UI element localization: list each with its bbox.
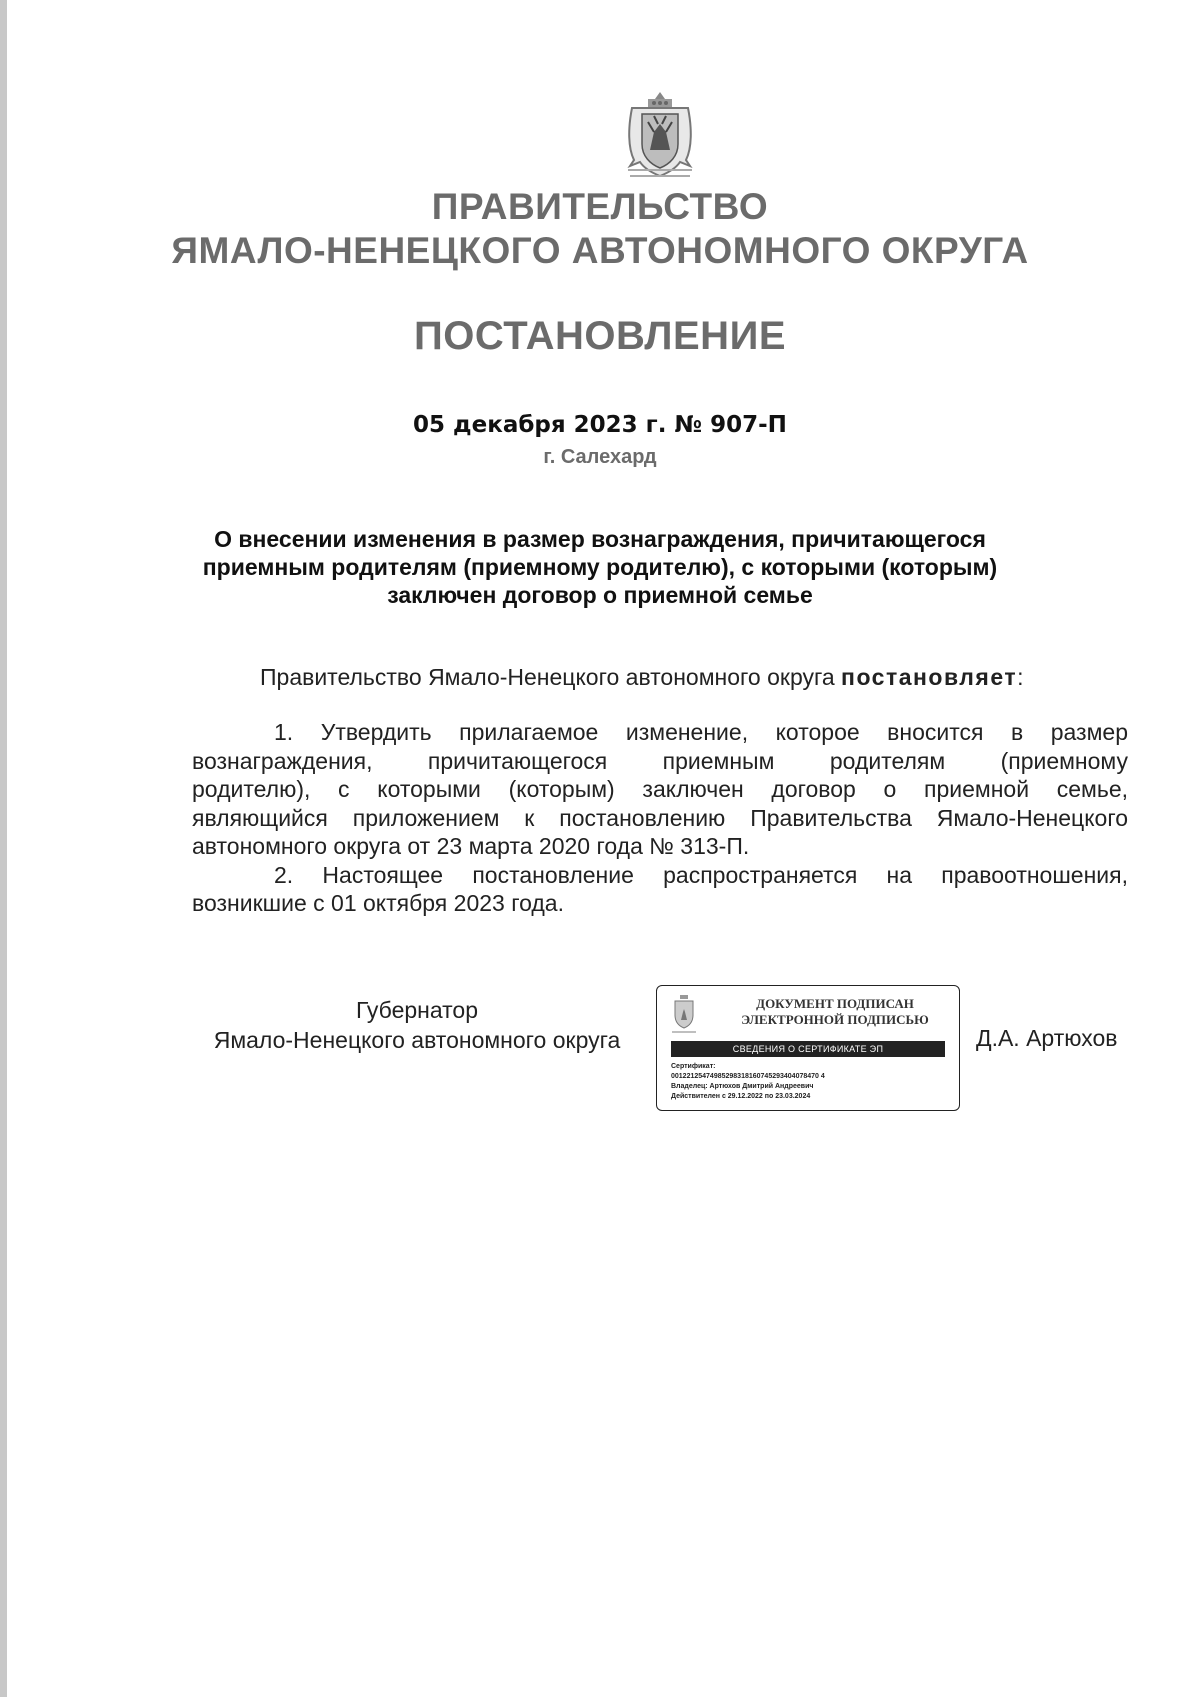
coat-of-arms-icon <box>620 88 700 183</box>
preamble <box>260 664 1023 691</box>
stamp-title-line: ДОКУМЕНТ ПОДПИСАН <box>756 996 914 1011</box>
stamp-validity: Действителен с 29.12.2022 по 23.03.2024 <box>671 1093 811 1100</box>
paragraph-line: являющийся приложением к постановлению Правительства Ямало-Ненецкого <box>192 804 1128 831</box>
document-date-number: 05 декабря 2023 г. № 907-П <box>413 412 787 438</box>
paragraph-line: 1. Утвердить прилагаемое изменение, которое вносится в размер <box>274 719 1128 745</box>
document-subject <box>200 525 1000 609</box>
preamble-emphasis: постановляет <box>841 664 1018 690</box>
subject-line: приемным родителям (приемному родителю), с которыми (которым) <box>202 554 998 580</box>
paragraph-line: вознаграждения, причитающегося приемным родителям (приемному <box>192 747 1128 774</box>
paragraph-line: автономного округа от 23 марта 2020 года № 313-П. <box>192 833 750 859</box>
preamble-text: Правительство Ямало-Ненецкого автономного округа <box>260 664 842 690</box>
subject-line: О внесении изменения в размер вознаграждения, причитающегося <box>214 526 986 552</box>
document-city: г. Салехард <box>543 446 657 468</box>
government-name-line2: ЯМАЛО-НЕНЕЦКОГО АВТОНОМНОГО ОКРУГА <box>171 230 1029 271</box>
document-type: ПОСТАНОВЛЕНИЕ <box>413 314 786 358</box>
stamp-certificate-info <box>671 1062 951 1102</box>
stamp-cert-number: 00122125474985298318160745293404078470 4 <box>671 1073 825 1080</box>
stamp-certificate-bar: СВЕДЕНИЯ О СЕРТИФИКАТЕ ЭП <box>671 1041 945 1057</box>
subject-line: заключен договор о приемной семье <box>387 582 813 608</box>
document-body <box>192 718 1128 918</box>
stamp-cert-label: Сертификат: <box>671 1063 716 1070</box>
stamp-title <box>717 996 953 1028</box>
signatory-name: Д.А. Артюхов <box>976 1025 1118 1051</box>
stamp-owner: Владелец: Артюхов Дмитрий Андреевич <box>671 1083 814 1090</box>
paragraph-line: возникшие с 01 октября 2023 года. <box>192 890 564 916</box>
government-name-line1: ПРАВИТЕЛЬСТВО <box>431 186 769 227</box>
paragraph-line: родителю), с которыми (которым) заключен договор о приемной семье, <box>192 776 1128 802</box>
stamp-title-line: ЭЛЕКТРОННОЙ ПОДПИСЬЮ <box>741 1012 929 1027</box>
coat-of-arms-icon <box>669 994 699 1036</box>
signatory-title-line: Губернатор <box>355 997 479 1023</box>
electronic-signature-stamp <box>656 985 960 1111</box>
signatory-title <box>192 995 642 1055</box>
preamble-end: : <box>1017 664 1024 690</box>
signatory-title-line: Ямало-Ненецкого автономного округа <box>213 1027 621 1053</box>
paragraph-line: 2. Настоящее постановление распространяется на правоотношения, <box>274 861 1128 888</box>
